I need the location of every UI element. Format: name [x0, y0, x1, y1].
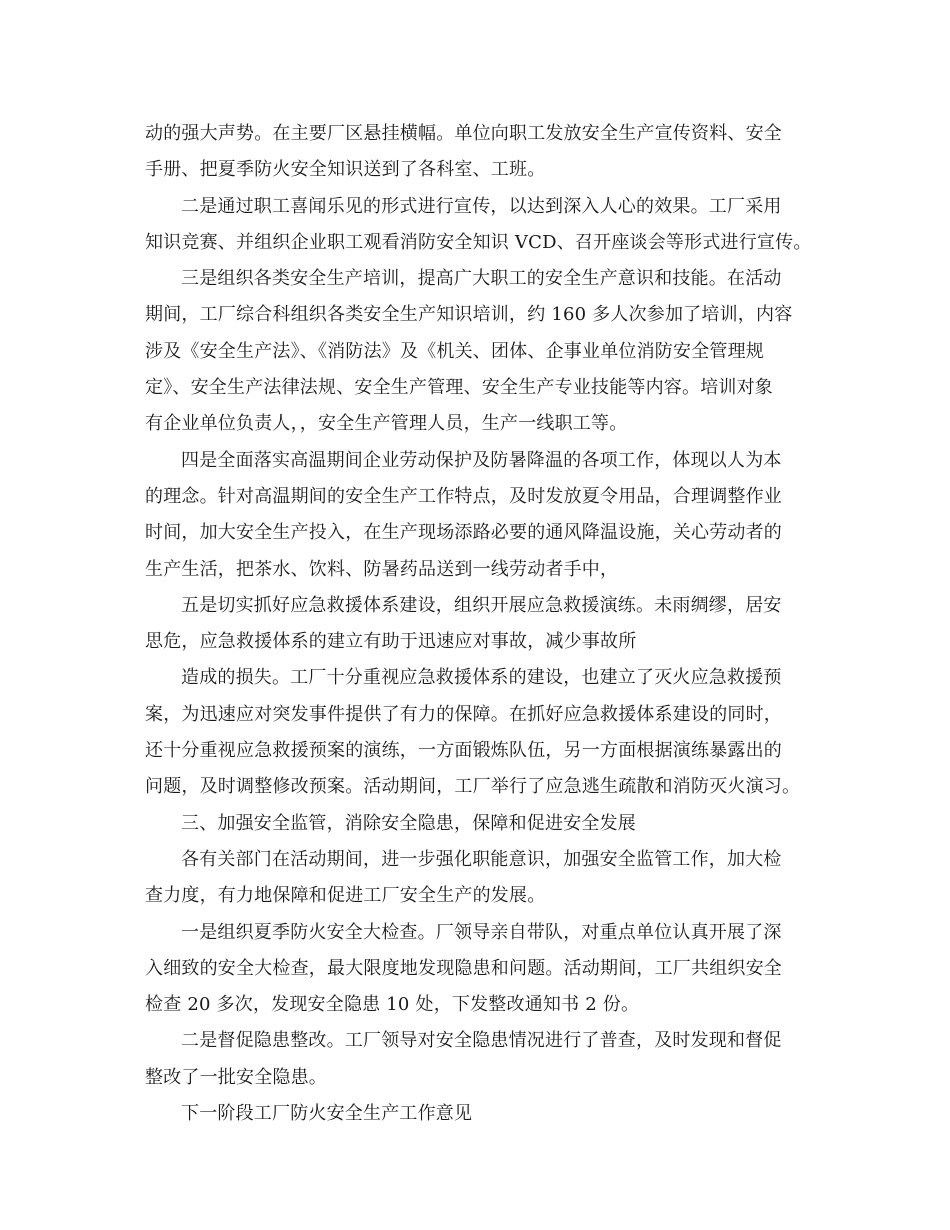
text-line: 五是切实抓好应急救援体系建设，组织开展应急救援演练。未雨绸缪，居安: [181, 594, 782, 616]
text-line: 问题，及时调整修改预案。活动期间，工厂举行了应急逃生疏散和消防灭火演习。: [145, 776, 801, 798]
text-line: 案，为迅速应对突发事件提供了有力的保障。在抓好应急救援体系建设的同时，: [145, 703, 782, 725]
text-line: 知识竞赛、并组织企业职工观看消防安全知识 VCD、召开座谈会等形式进行宣传。: [145, 231, 812, 253]
text-line: 生产生活，把茶水、饮料、防暑药品送到一线劳动者手中，: [145, 558, 619, 580]
text-line: 二是督促隐患整改。工厂领导对安全隐患情况进行了普查，及时发现和督促: [181, 1030, 782, 1052]
text-line: 三是组织各类安全生产培训，提高广大职工的安全生产意识和技能。在活动: [181, 268, 782, 290]
text-line: 检查 20 多次，发现安全隐患 10 处，下发整改通知书 2 份。: [145, 994, 640, 1016]
text-line: 有企业单位负责人，，安全生产管理人员，生产一线职工等。: [145, 413, 628, 435]
text-line: 时间，加大安全生产投入，在生产现场添路必要的通风降温设施，关心劳动者的: [145, 522, 782, 544]
text-line: 思危，应急救援体系的建立有助于迅速应对事故，减少事故所: [145, 631, 637, 653]
text-line: 定》、安全生产法律法规、安全生产管理、安全生产专业技能等内容。培训对象: [145, 377, 773, 399]
text-line: 的理念。针对高温期间的安全生产工作特点，及时发放夏令用品，合理调整作业: [145, 485, 782, 507]
text-line: 期间，工厂综合科组织各类安全生产知识培训，约 160 多人次参加了培训，内容: [145, 304, 793, 326]
text-line: 入细致的安全大检查，最大限度地发现隐患和问题。活动期间，工厂共组织安全: [145, 957, 782, 979]
text-line: 一是组织夏季防火安全大检查。厂领导亲自带队，对重点单位认真开展了深: [181, 921, 782, 943]
text-line: 各有关部门在活动期间，进一步强化职能意识，加强安全监管工作，加大检: [181, 848, 782, 870]
text-line: 三、加强安全监管，消除安全隐患，保障和促进安全发展: [181, 812, 636, 834]
text-line: 二是通过职工喜闻乐见的形式进行宣传，以达到深入人心的效果。工厂采用: [181, 195, 782, 217]
text-line: 下一阶段工厂防火安全生产工作意见: [181, 1103, 473, 1125]
text-line: 整改了一批安全隐患。: [145, 1066, 327, 1088]
text-line: 四是全面落实高温期间企业劳动保护及防暑降温的各项工作，体现以人为本: [181, 449, 782, 471]
text-line: 手册、把夏季防火安全知识送到了各科室、工班。: [145, 159, 546, 181]
text-line: 还十分重视应急救援预案的演练，一方面锻炼队伍，另一方面根据演练暴露出的: [145, 740, 782, 762]
text-line: 造成的损失。工厂十分重视应急救援体系的建设，也建立了灭火应急救援预: [181, 667, 782, 689]
text-line: 查力度，有力地保障和促进工厂安全生产的发展。: [145, 885, 546, 907]
document-body: [145, 116, 817, 1132]
text-line: 涉及《安全生产法》、《消防法》及《机关、团体、企事业单位消防安全管理规: [145, 340, 764, 362]
text-line: 动的强大声势。在主要厂区悬挂横幅。单位向职工发放安全生产宣传资料、安全: [145, 123, 782, 144]
